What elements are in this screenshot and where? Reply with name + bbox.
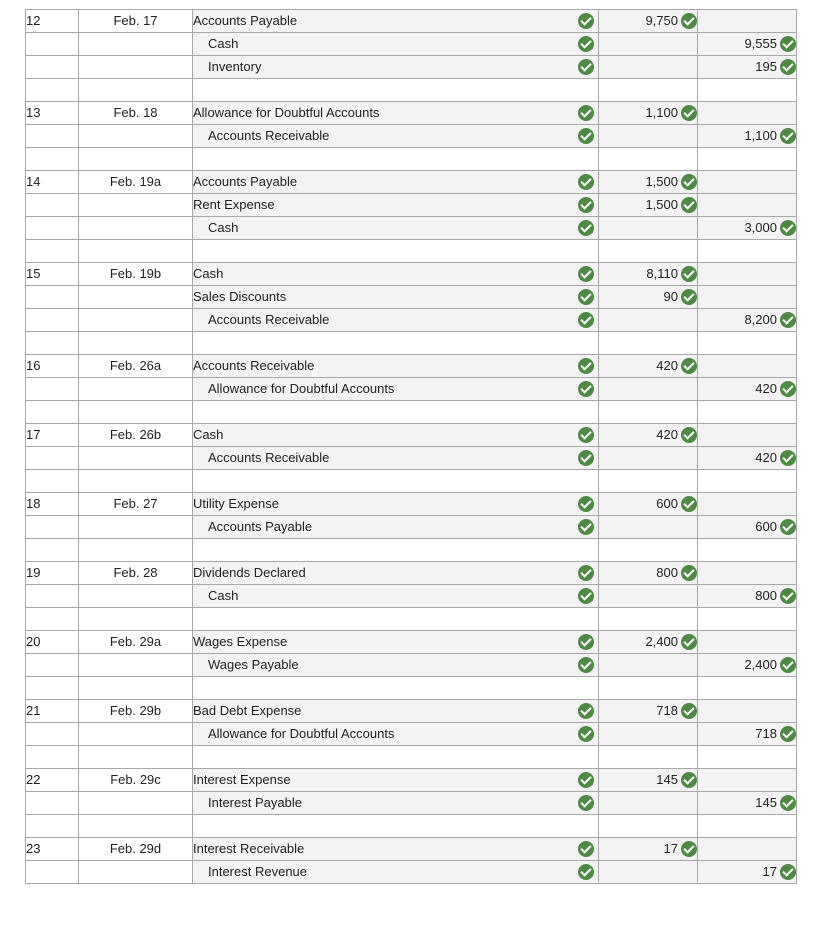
account-select[interactable]	[193, 171, 599, 194]
check-circle-icon	[578, 634, 594, 650]
entry-number: 14	[26, 171, 79, 194]
check-circle-icon	[780, 450, 796, 466]
check-circle-icon	[578, 358, 594, 374]
entry-date	[79, 217, 193, 240]
credit-amount-field[interactable]	[698, 194, 797, 217]
check-circle-icon	[681, 634, 697, 650]
check-circle-icon	[578, 128, 594, 144]
account-name: Cash	[208, 36, 239, 51]
account-select[interactable]	[193, 631, 599, 654]
credit-amount-field[interactable]	[698, 263, 797, 286]
debit-amount-field[interactable]	[599, 585, 698, 608]
credit-amount-value: 420	[755, 450, 777, 465]
entry-number: 22	[26, 769, 79, 792]
credit-amount-value: 3,000	[744, 220, 777, 235]
entry-date	[79, 56, 193, 79]
entry-date: Feb. 27	[79, 493, 193, 516]
entry-number	[26, 585, 79, 608]
account-name: Accounts Payable	[193, 174, 298, 189]
credit-amount-field[interactable]	[698, 792, 797, 815]
check-circle-icon	[578, 726, 594, 742]
check-circle-icon	[578, 841, 594, 857]
account-select[interactable]	[193, 493, 599, 516]
debit-amount-field[interactable]	[599, 654, 698, 677]
account-select[interactable]	[193, 125, 599, 148]
check-circle-icon	[578, 289, 594, 305]
credit-amount-field[interactable]	[698, 10, 797, 33]
journal-line-row	[26, 355, 797, 378]
check-circle-icon	[578, 381, 594, 397]
account-name: Cash	[193, 266, 224, 281]
account-select[interactable]	[193, 102, 599, 125]
journal-line-row	[26, 493, 797, 516]
debit-amount-value: 8,110	[646, 266, 678, 281]
account-select[interactable]	[193, 654, 599, 677]
entry-date: Feb. 17	[79, 10, 193, 33]
account-select[interactable]	[193, 723, 599, 746]
credit-amount-value: 600	[755, 519, 777, 534]
debit-amount-value: 800	[656, 565, 678, 580]
entry-number: 20	[26, 631, 79, 654]
entry-date: Feb. 19b	[79, 263, 193, 286]
account-name: Accounts Receivable	[208, 128, 330, 143]
debit-amount-value: 2,400	[645, 634, 678, 649]
account-select[interactable]	[193, 447, 599, 470]
debit-amount-value: 9,750	[645, 13, 678, 28]
credit-amount-field[interactable]	[698, 56, 797, 79]
debit-amount-value: 1,500	[645, 174, 678, 189]
credit-amount-value: 145	[755, 795, 777, 810]
account-select[interactable]	[193, 309, 599, 332]
journal-line-row	[26, 516, 797, 539]
check-circle-icon	[578, 703, 594, 719]
debit-amount-field[interactable]	[599, 309, 698, 332]
debit-amount-field[interactable]	[599, 792, 698, 815]
journal-line-row	[26, 447, 797, 470]
account-select[interactable]	[193, 263, 599, 286]
journal-line-row	[26, 424, 797, 447]
account-name: Dividends Declared	[193, 565, 306, 580]
account-name: Cash	[208, 588, 239, 603]
check-circle-icon	[780, 864, 796, 880]
account-select[interactable]	[193, 33, 599, 56]
journal-line-row	[26, 171, 797, 194]
account-name: Inventory	[208, 59, 262, 74]
account-name: Accounts Receivable	[193, 358, 315, 373]
check-circle-icon	[681, 13, 697, 29]
entry-date	[79, 378, 193, 401]
debit-amount-value: 1,100	[645, 105, 678, 120]
journal-line-row	[26, 125, 797, 148]
debit-amount-field[interactable]	[599, 516, 698, 539]
account-name: Interest Revenue	[208, 864, 308, 879]
account-name: Allowance for Doubtful Accounts	[208, 381, 395, 396]
entry-date: Feb. 26a	[79, 355, 193, 378]
entry-number: 13	[26, 102, 79, 125]
journal-line-row	[26, 769, 797, 792]
debit-amount-value: 600	[656, 496, 678, 511]
journal-line-row	[26, 378, 797, 401]
journal-line-row	[26, 700, 797, 723]
spacer-row	[26, 148, 797, 171]
credit-amount-value: 2,400	[744, 657, 777, 672]
credit-amount-field[interactable]	[698, 562, 797, 585]
credit-amount-value: 17	[762, 864, 777, 879]
credit-amount-field[interactable]	[698, 125, 797, 148]
check-circle-icon	[780, 36, 796, 52]
account-select[interactable]	[193, 585, 599, 608]
journal-entry-table	[25, 9, 797, 884]
entry-date: Feb. 19a	[79, 171, 193, 194]
entry-date	[79, 309, 193, 332]
entry-number: 21	[26, 700, 79, 723]
debit-amount-field[interactable]	[599, 378, 698, 401]
account-name: Interest Receivable	[193, 841, 305, 856]
debit-amount-field[interactable]	[599, 838, 698, 861]
check-circle-icon	[780, 220, 796, 236]
entry-number	[26, 194, 79, 217]
credit-amount-field[interactable]	[698, 102, 797, 125]
entry-number	[26, 447, 79, 470]
check-circle-icon	[780, 59, 796, 75]
entry-date: Feb. 29a	[79, 631, 193, 654]
debit-amount-value: 145	[656, 772, 678, 787]
credit-amount-field[interactable]	[698, 447, 797, 470]
credit-amount-value: 718	[755, 726, 777, 741]
check-circle-icon	[578, 864, 594, 880]
entry-number: 23	[26, 838, 79, 861]
check-circle-icon	[681, 289, 697, 305]
check-circle-icon	[681, 496, 697, 512]
check-circle-icon	[578, 266, 594, 282]
check-circle-icon	[780, 657, 796, 673]
check-circle-icon	[578, 59, 594, 75]
entry-date	[79, 585, 193, 608]
account-name: Cash	[193, 427, 224, 442]
check-circle-icon	[578, 565, 594, 581]
account-select[interactable]	[193, 562, 599, 585]
spacer-row	[26, 401, 797, 424]
entry-number	[26, 309, 79, 332]
account-name: Allowance for Doubtful Accounts	[193, 105, 380, 120]
credit-amount-value: 195	[755, 59, 777, 74]
debit-amount-field[interactable]	[599, 700, 698, 723]
debit-amount-field[interactable]	[599, 631, 698, 654]
entry-date: Feb. 18	[79, 102, 193, 125]
entry-number	[26, 516, 79, 539]
check-circle-icon	[780, 795, 796, 811]
check-circle-icon	[681, 197, 697, 213]
account-name: Bad Debt Expense	[193, 703, 302, 718]
debit-amount-field[interactable]	[599, 562, 698, 585]
entry-number: 12	[26, 10, 79, 33]
account-select[interactable]	[193, 378, 599, 401]
debit-amount-field[interactable]	[599, 286, 698, 309]
check-circle-icon	[780, 588, 796, 604]
debit-amount-field[interactable]	[599, 217, 698, 240]
entry-date	[79, 792, 193, 815]
credit-amount-field[interactable]	[698, 171, 797, 194]
account-name: Sales Discounts	[193, 289, 287, 304]
check-circle-icon	[578, 588, 594, 604]
credit-amount-field[interactable]	[698, 838, 797, 861]
debit-amount-field[interactable]	[599, 102, 698, 125]
account-select[interactable]	[193, 424, 599, 447]
journal-line-row	[26, 792, 797, 815]
credit-amount-field[interactable]	[698, 516, 797, 539]
credit-amount-value: 9,555	[744, 36, 777, 51]
check-circle-icon	[681, 565, 697, 581]
entry-number	[26, 723, 79, 746]
account-select[interactable]	[193, 194, 599, 217]
spacer-row	[26, 746, 797, 769]
account-select[interactable]	[193, 769, 599, 792]
entry-number	[26, 861, 79, 884]
debit-amount-field[interactable]	[599, 723, 698, 746]
spacer-row	[26, 677, 797, 700]
account-select[interactable]	[193, 838, 599, 861]
check-circle-icon	[578, 795, 594, 811]
check-circle-icon	[780, 519, 796, 535]
journal-line-row	[26, 217, 797, 240]
credit-amount-field[interactable]	[698, 769, 797, 792]
account-name: Accounts Payable	[208, 519, 313, 534]
check-circle-icon	[578, 220, 594, 236]
account-name: Accounts Receivable	[208, 312, 330, 327]
entry-date	[79, 516, 193, 539]
spacer-row	[26, 815, 797, 838]
credit-amount-field[interactable]	[698, 585, 797, 608]
journal-line-row	[26, 861, 797, 884]
journal-line-row	[26, 562, 797, 585]
debit-amount-value: 420	[656, 358, 678, 373]
check-circle-icon	[681, 703, 697, 719]
credit-amount-value: 800	[755, 588, 777, 603]
check-circle-icon	[681, 841, 697, 857]
debit-amount-field[interactable]	[599, 493, 698, 516]
account-select[interactable]	[193, 10, 599, 33]
entry-date	[79, 286, 193, 309]
account-name: Wages Payable	[208, 657, 299, 672]
journal-line-row	[26, 654, 797, 677]
debit-amount-field[interactable]	[599, 171, 698, 194]
debit-amount-value: 1,500	[645, 197, 678, 212]
credit-amount-field[interactable]	[698, 378, 797, 401]
credit-amount-field[interactable]	[698, 217, 797, 240]
credit-amount-field[interactable]	[698, 861, 797, 884]
credit-amount-field[interactable]	[698, 355, 797, 378]
check-circle-icon	[780, 726, 796, 742]
account-select[interactable]	[193, 861, 599, 884]
debit-amount-field[interactable]	[599, 194, 698, 217]
account-select[interactable]	[193, 792, 599, 815]
account-select[interactable]	[193, 355, 599, 378]
account-select[interactable]	[193, 700, 599, 723]
entry-number: 19	[26, 562, 79, 585]
account-name: Allowance for Doubtful Accounts	[208, 726, 395, 741]
entry-date: Feb. 26b	[79, 424, 193, 447]
entry-date	[79, 723, 193, 746]
journal-line-row	[26, 838, 797, 861]
journal-line-row	[26, 263, 797, 286]
journal-line-row	[26, 33, 797, 56]
entry-number	[26, 286, 79, 309]
entry-number	[26, 378, 79, 401]
credit-amount-value: 420	[755, 381, 777, 396]
check-circle-icon	[681, 427, 697, 443]
check-circle-icon	[578, 519, 594, 535]
account-name: Rent Expense	[193, 197, 275, 212]
journal-line-row	[26, 194, 797, 217]
account-select[interactable]	[193, 56, 599, 79]
check-circle-icon	[578, 13, 594, 29]
check-circle-icon	[578, 772, 594, 788]
credit-amount-field[interactable]	[698, 631, 797, 654]
debit-amount-field[interactable]	[599, 125, 698, 148]
check-circle-icon	[681, 266, 697, 282]
credit-amount-field[interactable]	[698, 286, 797, 309]
entry-date: Feb. 28	[79, 562, 193, 585]
entry-date: Feb. 29c	[79, 769, 193, 792]
entry-number	[26, 56, 79, 79]
spacer-row	[26, 332, 797, 355]
check-circle-icon	[578, 174, 594, 190]
check-circle-icon	[578, 450, 594, 466]
account-select[interactable]	[193, 516, 599, 539]
entry-number	[26, 654, 79, 677]
entry-number	[26, 33, 79, 56]
debit-amount-field[interactable]	[599, 263, 698, 286]
credit-amount-field[interactable]	[698, 493, 797, 516]
account-name: Interest Expense	[193, 772, 291, 787]
entry-date	[79, 125, 193, 148]
journal-line-row	[26, 102, 797, 125]
journal-line-row	[26, 286, 797, 309]
check-circle-icon	[578, 312, 594, 328]
credit-amount-value: 8,200	[744, 312, 777, 327]
check-circle-icon	[780, 128, 796, 144]
debit-amount-value: 17	[663, 841, 678, 856]
spacer-row	[26, 539, 797, 562]
entry-number: 16	[26, 355, 79, 378]
journal-line-row	[26, 631, 797, 654]
credit-amount-field[interactable]	[698, 654, 797, 677]
credit-amount-value: 1,100	[744, 128, 777, 143]
entry-number: 18	[26, 493, 79, 516]
entry-number: 17	[26, 424, 79, 447]
spacer-row	[26, 79, 797, 102]
journal-line-row	[26, 723, 797, 746]
check-circle-icon	[578, 427, 594, 443]
check-circle-icon	[681, 772, 697, 788]
journal-line-row	[26, 585, 797, 608]
journal-line-row	[26, 56, 797, 79]
account-name: Utility Expense	[193, 496, 279, 511]
entry-date	[79, 194, 193, 217]
credit-amount-field[interactable]	[698, 723, 797, 746]
entry-date	[79, 861, 193, 884]
account-name: Wages Expense	[193, 634, 288, 649]
check-circle-icon	[578, 496, 594, 512]
check-circle-icon	[780, 312, 796, 328]
debit-amount-value: 420	[656, 427, 678, 442]
debit-amount-field[interactable]	[599, 33, 698, 56]
spacer-row	[26, 608, 797, 631]
entry-date	[79, 654, 193, 677]
debit-amount-value: 718	[656, 703, 678, 718]
entry-number	[26, 792, 79, 815]
account-name: Interest Payable	[208, 795, 302, 810]
entry-number	[26, 125, 79, 148]
account-select[interactable]	[193, 286, 599, 309]
credit-amount-field[interactable]	[698, 700, 797, 723]
entry-date	[79, 33, 193, 56]
entry-date	[79, 447, 193, 470]
account-name: Accounts Receivable	[208, 450, 330, 465]
check-circle-icon	[578, 657, 594, 673]
debit-amount-field[interactable]	[599, 861, 698, 884]
check-circle-icon	[578, 197, 594, 213]
check-circle-icon	[578, 105, 594, 121]
credit-amount-field[interactable]	[698, 424, 797, 447]
debit-amount-field[interactable]	[599, 56, 698, 79]
check-circle-icon	[578, 36, 594, 52]
debit-amount-field[interactable]	[599, 424, 698, 447]
account-select[interactable]	[193, 217, 599, 240]
journal-line-row	[26, 10, 797, 33]
account-name: Cash	[208, 220, 239, 235]
entry-date: Feb. 29d	[79, 838, 193, 861]
journal-body	[26, 10, 797, 884]
entry-number	[26, 217, 79, 240]
credit-amount-field[interactable]	[698, 33, 797, 56]
account-name: Accounts Payable	[193, 13, 298, 28]
debit-amount-field[interactable]	[599, 447, 698, 470]
debit-amount-field[interactable]	[599, 769, 698, 792]
debit-amount-field[interactable]	[599, 10, 698, 33]
check-circle-icon	[681, 174, 697, 190]
credit-amount-field[interactable]	[698, 309, 797, 332]
entry-date: Feb. 29b	[79, 700, 193, 723]
check-circle-icon	[681, 105, 697, 121]
entry-number: 15	[26, 263, 79, 286]
debit-amount-value: 90	[663, 289, 678, 304]
check-circle-icon	[681, 358, 697, 374]
debit-amount-field[interactable]	[599, 355, 698, 378]
spacer-row	[26, 240, 797, 263]
spacer-row	[26, 470, 797, 493]
check-circle-icon	[780, 381, 796, 397]
journal-line-row	[26, 309, 797, 332]
